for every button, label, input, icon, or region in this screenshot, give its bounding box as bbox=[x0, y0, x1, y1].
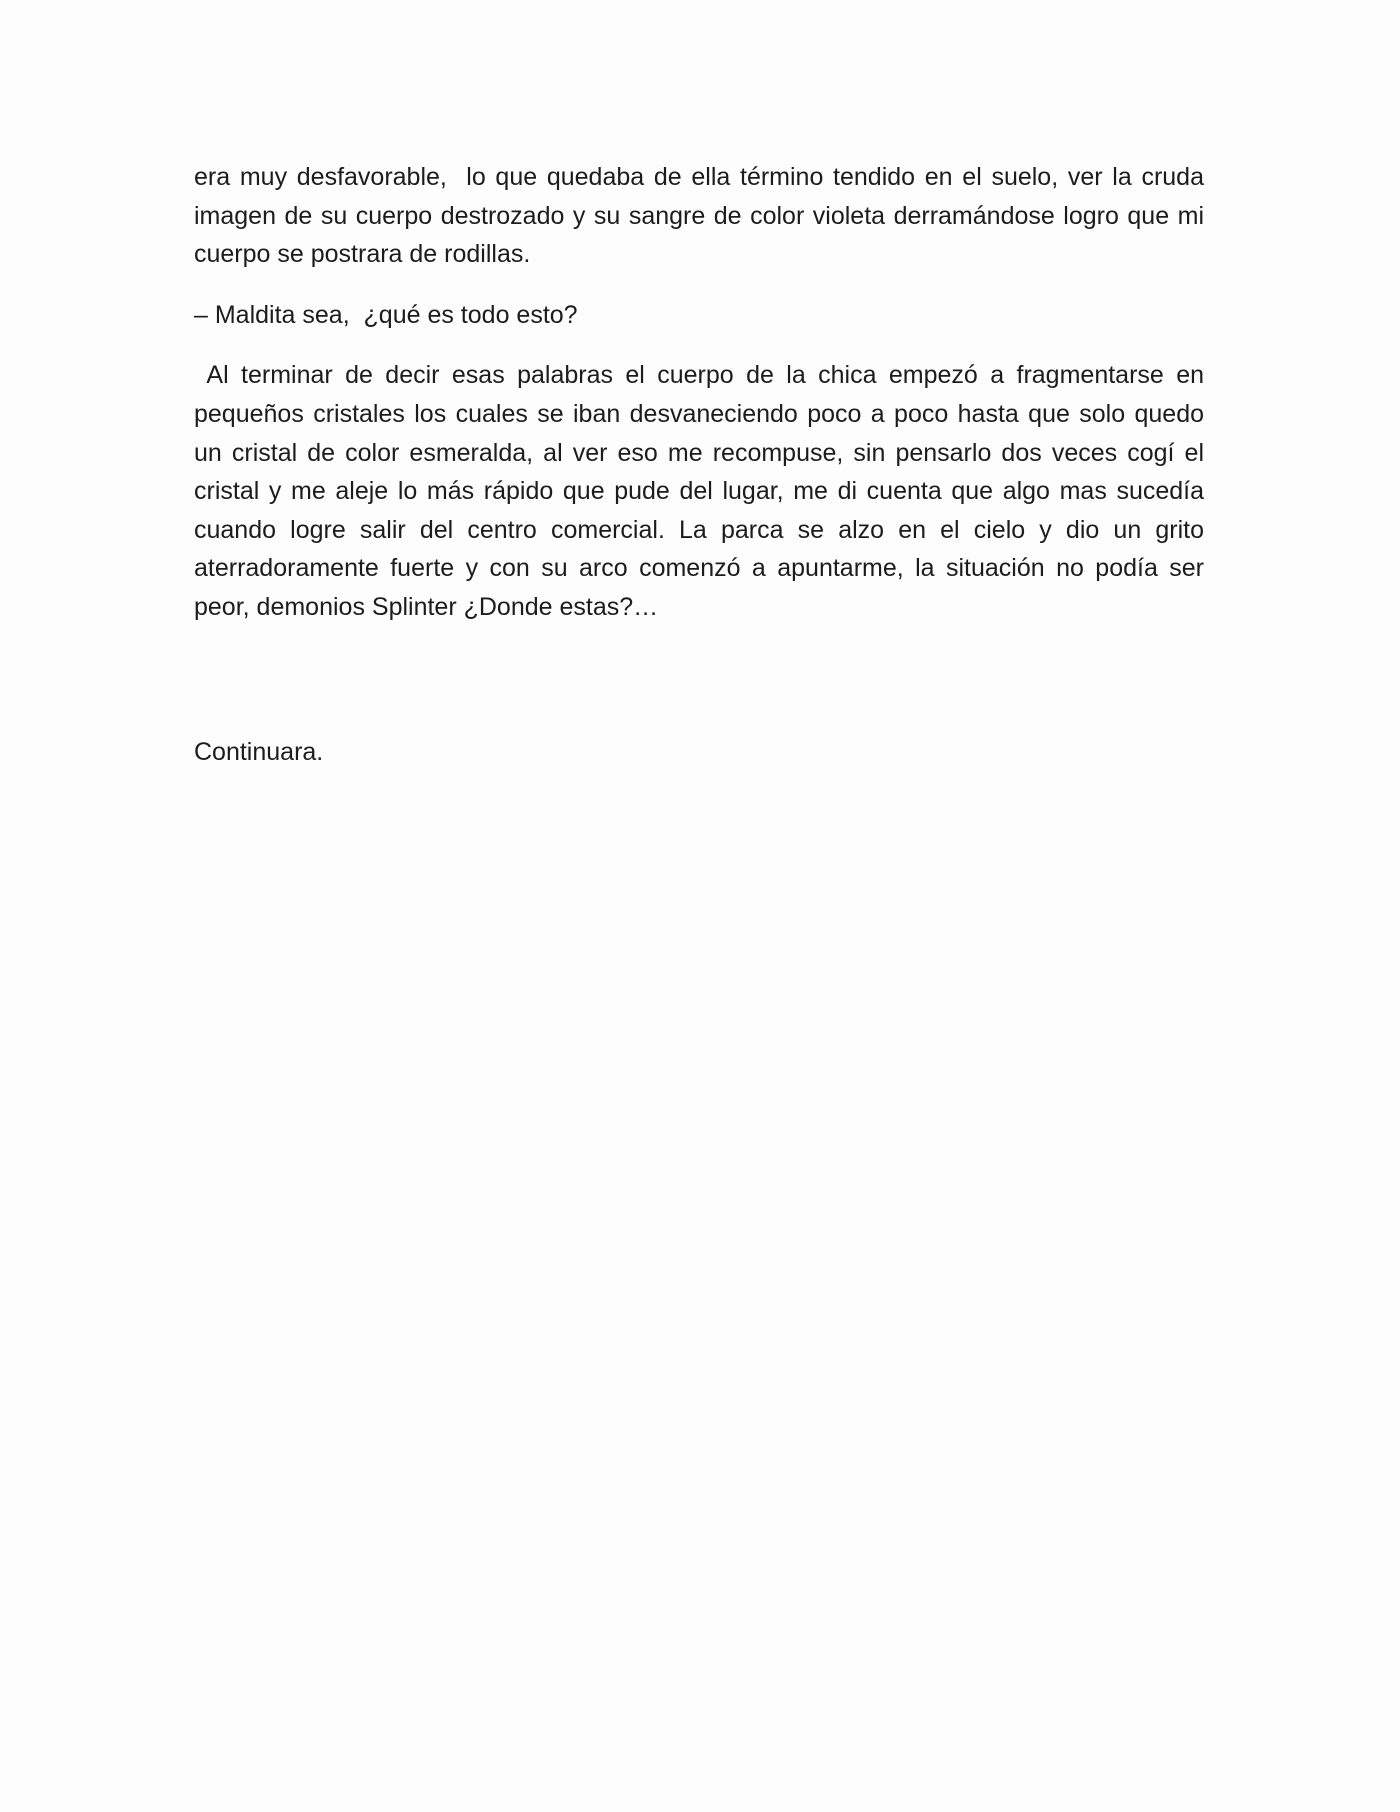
paragraph-2-dialogue: – Maldita sea, ¿qué es todo esto? bbox=[194, 300, 578, 329]
closing-text: Continuara. bbox=[194, 737, 324, 766]
paragraph-3: Al terminar de decir esas palabras el cuerpo de la chica empezó a fragmentarse en pequeños cristales los cuales se iban desvaneciendo poco a poco hasta que solo quedo un cristal de color esmeralda, al ver eso me recompuse, sin pensarlo dos veces cogí el cristal y me aleje lo más rápido que pude del lugar, me di cuenta que algo mas sucedía cuando logre salir del centro comercial. La parca se alzo en el cielo y dio un grito aterradoramente fuerte y con su arco comenzó a apuntarme, la situación no podía ser peor, demonios Splinter ¿Donde estas?… bbox=[194, 361, 1211, 621]
document-body bbox=[194, 158, 1211, 793]
paragraph-1: era muy desfavorable, lo que quedaba de ella término tendido en el suelo, ver la cruda imagen de su cuerpo destrozado y su sangre de color violeta derramándose logro que mi cuerpo se postrara de rodillas. bbox=[194, 163, 1211, 269]
